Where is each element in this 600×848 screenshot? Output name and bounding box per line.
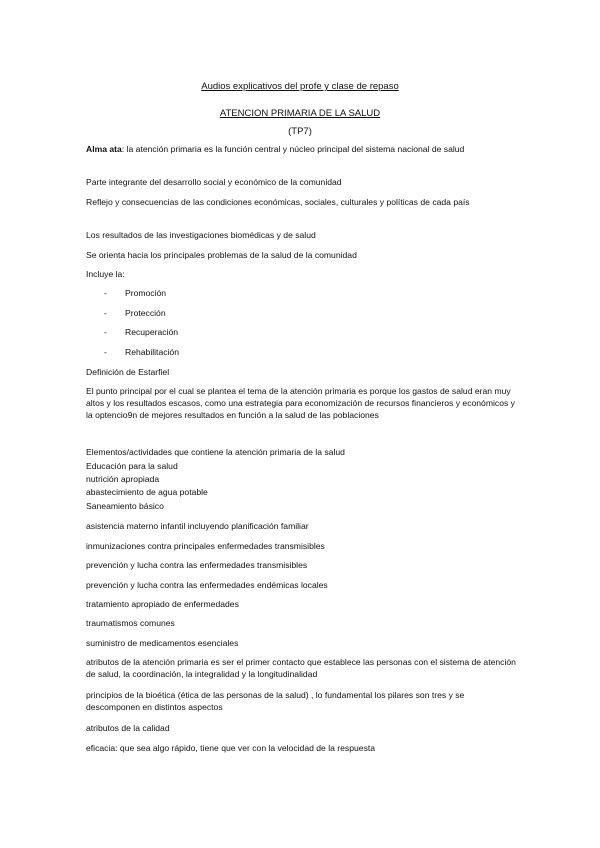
- paragraph: prevención y lucha contra las enfermedades transmisibles: [86, 560, 308, 570]
- doc-subtitle: ATENCION PRIMARIA DE LA SALUD: [219, 108, 381, 119]
- doc-title: Audios explicativos del profe y clase de repaso: [201, 81, 399, 92]
- paragraph: prevención y lucha contra las enfermedades endémicas locales: [86, 580, 328, 590]
- elements-item: nutrición apropiada: [86, 474, 160, 484]
- paragraph: suministro de medicamentos esenciales: [86, 638, 239, 648]
- paragraph: Parte integrante del desarrollo social y económico de la comunidad: [86, 177, 342, 187]
- paragraph: Los resultados de las investigaciones biomédicas y de salud: [86, 230, 316, 240]
- paragraph: Se orienta hacia los principales problemas de la salud de la comunidad: [86, 250, 357, 260]
- elements-item: abastecimiento de agua potable: [86, 487, 208, 497]
- definition-text: El punto principal por el cual se plantea el tema de la atención primaria es porque los gastos de salud eran muy altos y los resultados escasos, como una estrategia para economización de recursos financieros y económicos y la optencio9n de mejores resultados en función a la salud de las poblaciones: [86, 386, 515, 421]
- elements-item: Saneamiento básico: [86, 501, 164, 511]
- paragraph: Reflejo y consecuencias de las condiciones económicas, sociales, culturales y políticas de cada país: [86, 197, 470, 207]
- list-item: - Protección: [104, 308, 166, 318]
- elements-item: Educación para la salud: [86, 461, 178, 471]
- alma-ata-label: Alma ata: [86, 144, 122, 154]
- paragraph: atributos de la calidad: [86, 723, 170, 733]
- paragraph: inmunizaciones contra principales enfermedades transmisibles: [86, 541, 325, 551]
- paragraph: asistencia materno infantil incluyendo planificación familiar: [86, 521, 309, 531]
- list-item: - Rehabilitación: [104, 347, 179, 357]
- elements-heading: Elementos/actividades que contiene la atención primaria de la salud: [86, 447, 345, 457]
- alma-ata-paragraph: [86, 143, 516, 155]
- definition-title: Definición de Estarfiel: [86, 367, 170, 377]
- paragraph: eficacia: que sea algo rápido, tiene que ver con la velocidad de la respuesta: [86, 743, 376, 753]
- doc-tp-label: (TP7): [288, 126, 312, 137]
- alma-ata-text: : la atención primaria es la función central y núcleo principal del sistema nacional de salud: [121, 144, 465, 154]
- paragraph: traumatismos comunes: [86, 618, 175, 628]
- paragraph: atributos de la atención primaria es ser el primer contacto que establece las personas con el sistema de atención de salud, la coordinación, la integralidad y la longitudinalidad: [86, 657, 516, 680]
- paragraph: principios de la bioética (ética de las personas de la salud) , lo fundamental los pilares son tres y se descomponen en distintos aspectos: [86, 690, 465, 713]
- list-item: - Promoción: [104, 288, 167, 298]
- paragraph: tratamiento apropiado de enfermedades: [86, 599, 239, 609]
- list-item: - Recuperación: [104, 327, 179, 337]
- paragraph: Incluye la:: [86, 269, 125, 279]
